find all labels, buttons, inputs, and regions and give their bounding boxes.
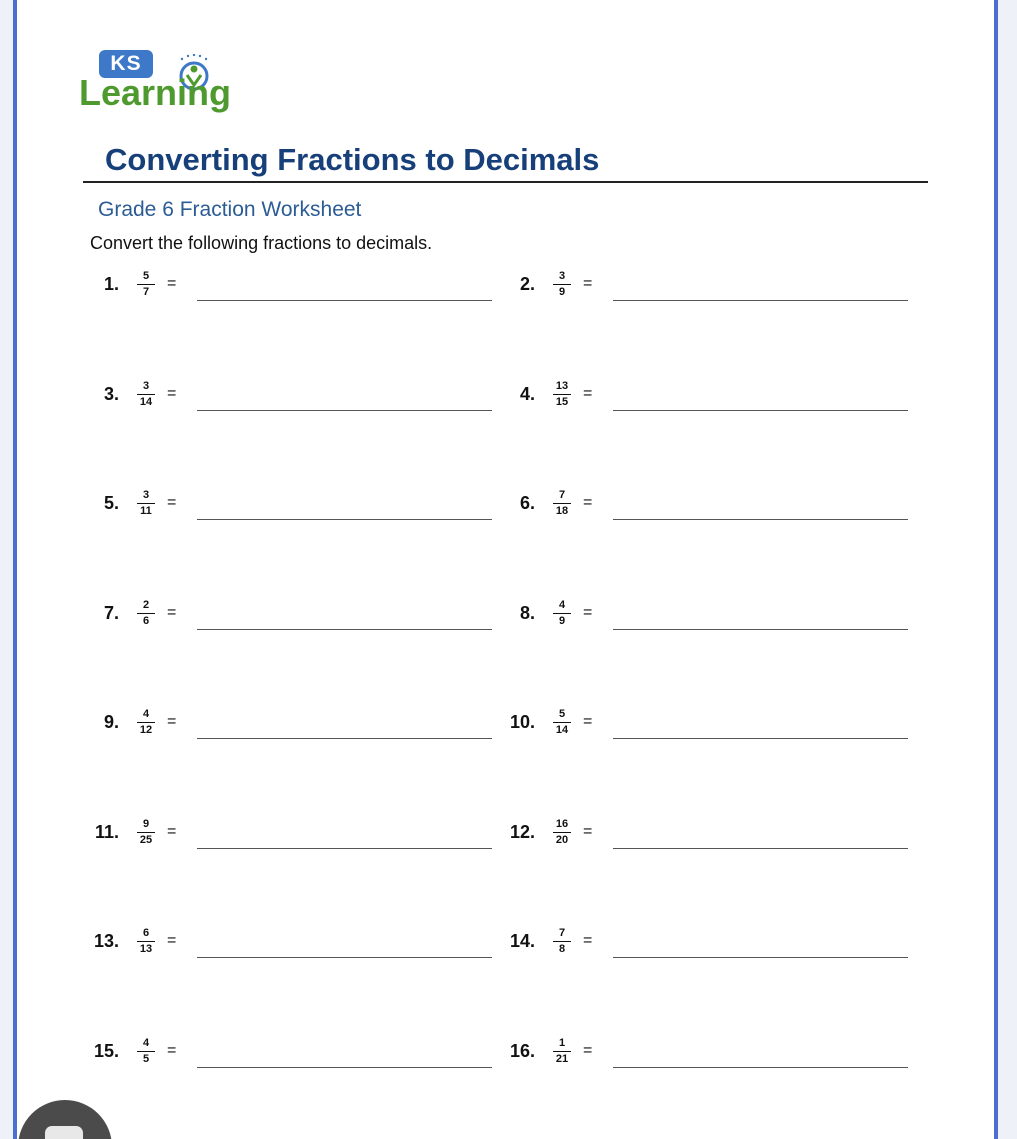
- frame-border-right: [994, 0, 998, 1139]
- fraction-denominator: 7: [142, 286, 150, 298]
- fraction-denominator: 18: [555, 505, 569, 517]
- fraction-numerator: 13: [555, 379, 569, 392]
- fraction-numerator: 5: [558, 708, 566, 720]
- fraction-bar: [553, 503, 571, 504]
- equals-sign: =: [167, 713, 177, 730]
- fraction-denominator: 12: [139, 724, 153, 736]
- problem-number: 3.: [103, 383, 119, 404]
- fraction-bar: [137, 941, 155, 942]
- fraction: [547, 708, 577, 737]
- worksheet-title: Converting Fractions to Decimals: [105, 142, 600, 177]
- equals-sign: =: [583, 384, 593, 402]
- equals-sign: =: [167, 1041, 177, 1059]
- answer-blank[interactable]: [613, 738, 908, 739]
- problem-number: 14.: [509, 931, 535, 951]
- fraction-denominator: 5: [142, 1052, 150, 1065]
- fraction-numerator: 3: [142, 379, 150, 392]
- problem-number: 6.: [519, 493, 535, 513]
- problem-number: 8.: [519, 602, 535, 623]
- worksheet-instructions: Convert the following fractions to decimals.: [90, 233, 433, 253]
- fraction-numerator: 2: [142, 598, 150, 611]
- problem-item: [79, 1037, 499, 1077]
- problem-item: [79, 599, 499, 639]
- fraction-bar: [137, 722, 155, 723]
- fraction: [547, 1037, 577, 1066]
- answer-blank[interactable]: [197, 410, 492, 411]
- fraction-denominator: 11: [140, 505, 152, 517]
- equals-sign: =: [583, 603, 593, 621]
- problem-number: 5.: [103, 493, 119, 513]
- fraction-denominator: 14: [139, 395, 153, 408]
- equals-sign: =: [583, 932, 593, 949]
- problem-number: 12.: [509, 821, 535, 842]
- fraction-denominator: 9: [558, 286, 566, 298]
- fraction-bar: [553, 722, 571, 723]
- answer-blank[interactable]: [613, 519, 908, 520]
- answer-blank[interactable]: [197, 957, 492, 958]
- answer-blank[interactable]: [197, 1067, 492, 1068]
- fraction-denominator: 6: [142, 614, 150, 627]
- fraction-bar: [137, 613, 155, 614]
- equals-sign: =: [583, 494, 593, 511]
- fraction-bar: [553, 613, 571, 614]
- fraction-numerator: 7: [558, 927, 566, 939]
- equals-sign: =: [583, 822, 593, 840]
- fraction-numerator: 1: [558, 1036, 566, 1049]
- fraction: [131, 818, 161, 847]
- fraction-bar: [137, 832, 155, 833]
- fraction-numerator: 7: [558, 489, 566, 501]
- fraction-denominator: 25: [139, 833, 153, 846]
- problem-item: [495, 599, 915, 639]
- problem-item: [79, 489, 499, 529]
- problem-number: 9.: [103, 712, 119, 732]
- fraction-numerator: 5: [142, 270, 150, 282]
- fraction-numerator: 4: [142, 708, 150, 720]
- equals-sign: =: [167, 384, 177, 402]
- answer-blank[interactable]: [613, 848, 908, 849]
- fraction-denominator: 15: [555, 395, 569, 408]
- fraction-numerator: 16: [555, 817, 569, 830]
- fraction: [547, 599, 577, 628]
- answer-blank[interactable]: [197, 300, 492, 301]
- problem-item: [79, 818, 499, 858]
- problem-item: [495, 927, 915, 967]
- fraction: [547, 380, 577, 409]
- fraction-bar: [553, 941, 571, 942]
- problem-item: [495, 708, 915, 748]
- fraction-denominator: 21: [555, 1052, 569, 1065]
- equals-sign: =: [167, 822, 177, 840]
- problem-item: [495, 1037, 915, 1077]
- logo-badge: KS: [99, 50, 153, 78]
- fraction: [131, 927, 161, 956]
- equals-sign: =: [583, 1041, 593, 1059]
- equals-sign: =: [167, 603, 177, 621]
- fraction-denominator: 9: [558, 614, 566, 627]
- equals-sign: =: [167, 932, 177, 949]
- fraction-numerator: 9: [142, 817, 150, 830]
- problem-item: [79, 927, 499, 967]
- fraction-numerator: 3: [558, 270, 566, 282]
- answer-blank[interactable]: [613, 410, 908, 411]
- fraction: [131, 1037, 161, 1066]
- problem-number: 16.: [509, 1040, 535, 1061]
- problem-item: [79, 270, 499, 310]
- fraction: [131, 270, 161, 299]
- problem-number: 15.: [93, 1040, 119, 1061]
- fraction-denominator: 20: [555, 833, 569, 846]
- answer-blank[interactable]: [197, 629, 492, 630]
- problem-item: [79, 708, 499, 748]
- logo-wordmark: Learning: [79, 72, 232, 113]
- problem-number: 2.: [519, 274, 535, 294]
- title-underline: [83, 181, 928, 183]
- answer-blank[interactable]: [613, 300, 908, 301]
- fraction-denominator: 14: [555, 724, 569, 736]
- answer-blank[interactable]: [613, 629, 908, 630]
- fraction: [131, 489, 161, 518]
- fraction-numerator: 4: [142, 1036, 150, 1049]
- problem-item: [495, 380, 915, 420]
- fraction-bar: [553, 394, 571, 395]
- problem-item: [495, 818, 915, 858]
- answer-blank[interactable]: [197, 738, 492, 739]
- fraction-numerator: 6: [142, 927, 150, 939]
- overlay-button-icon: [45, 1126, 83, 1139]
- answer-blank[interactable]: [197, 519, 492, 520]
- answer-blank[interactable]: [613, 1067, 908, 1068]
- problem-number: 11.: [94, 821, 119, 842]
- fraction-numerator: 4: [558, 598, 566, 611]
- problem-number: 7.: [103, 602, 119, 623]
- fraction-bar: [137, 394, 155, 395]
- fraction-bar: [137, 1051, 155, 1052]
- answer-blank[interactable]: [197, 848, 492, 849]
- equals-sign: =: [583, 713, 593, 730]
- fraction: [131, 599, 161, 628]
- fraction-denominator: 13: [139, 943, 153, 955]
- fraction-bar: [137, 284, 155, 285]
- equals-sign: =: [167, 275, 177, 292]
- problem-item: [79, 380, 499, 420]
- equals-sign: =: [167, 494, 177, 511]
- fraction: [547, 927, 577, 956]
- fraction: [131, 708, 161, 737]
- fraction: [547, 270, 577, 299]
- fraction-denominator: 8: [558, 943, 566, 955]
- worksheet-page: [17, 0, 994, 1139]
- ks-learning-logo: [79, 42, 279, 122]
- equals-sign: =: [583, 275, 593, 292]
- problem-item: [495, 270, 915, 310]
- fraction-bar: [553, 1051, 571, 1052]
- fraction: [547, 489, 577, 518]
- problem-number: 10.: [509, 712, 535, 732]
- fraction-numerator: 3: [142, 489, 150, 501]
- problem-number: 4.: [519, 383, 535, 404]
- problem-number: 1.: [103, 274, 119, 294]
- worksheet-subtitle: Grade 6 Fraction Worksheet: [98, 198, 362, 221]
- fraction-bar: [553, 832, 571, 833]
- problem-number: 13.: [93, 931, 119, 951]
- fraction-bar: [137, 503, 155, 504]
- fraction: [131, 380, 161, 409]
- fraction: [547, 818, 577, 847]
- answer-blank[interactable]: [613, 957, 908, 958]
- fraction-bar: [553, 284, 571, 285]
- problem-item: [495, 489, 915, 529]
